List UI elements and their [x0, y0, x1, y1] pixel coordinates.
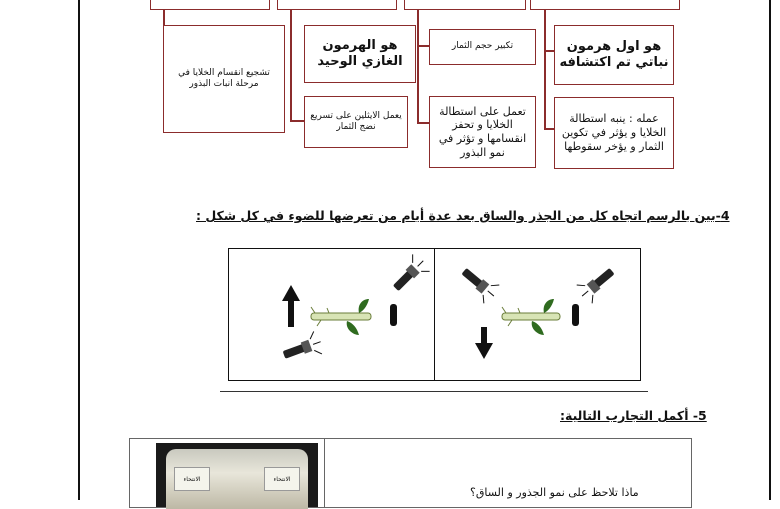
connector	[290, 10, 292, 120]
seedling-icon	[311, 299, 371, 335]
concept-text: هو الهرمون الغازي الوحيد	[317, 37, 403, 69]
concept-box-ethylene-role	[304, 96, 408, 148]
connector	[544, 50, 554, 52]
right-panel-drawing	[436, 249, 640, 380]
concept-text: تشجيع انقسام الخلايا في مرحلة انبات البذور	[178, 67, 270, 89]
flashlight-icon	[387, 252, 432, 297]
seedling-icon	[502, 299, 560, 335]
concept-text: تكبير حجم الثمار	[451, 41, 514, 52]
photo-label-text: الانتحاء	[183, 475, 201, 483]
photo-label-right	[264, 467, 300, 491]
down-arrow-icon	[475, 327, 493, 359]
flashlight-icon	[280, 330, 325, 366]
stake	[390, 304, 397, 326]
concept-text: هو اول هرمون نباتي تم اكتشافه	[559, 38, 669, 70]
flashlight-icon	[574, 262, 619, 305]
question-5-title: 5- أكمل التجارب التالية:	[560, 408, 707, 423]
up-arrow-icon	[282, 285, 300, 327]
connector	[544, 10, 546, 128]
concept-text: عمله : ينبه استطالة الخلايا و يؤثر في تكوين الثمار و يؤخر سقوطها	[561, 112, 667, 153]
connector	[417, 10, 419, 122]
concept-box-cytokinin-role	[163, 25, 285, 133]
concept-box-auxin-def	[554, 25, 674, 85]
connector	[417, 122, 429, 124]
connector	[544, 128, 554, 130]
concept-text: يعمل الايثلين على تسريع نضج الثمار	[310, 110, 402, 132]
stub-box-1	[150, 0, 270, 10]
flashlight-icon	[456, 262, 501, 305]
concept-box-ethylene-def	[304, 25, 416, 83]
stub-box-3	[404, 0, 526, 10]
photo-label-text: الانتحاء	[273, 475, 291, 483]
left-panel-drawing	[229, 249, 434, 380]
concept-box-gibberellin-role	[429, 29, 536, 65]
question-4-title: 4-بين بالرسم اتجاه كل من الجذر والساق بعد عدة أيام من تعرضها للضوء في كل شكل :	[196, 208, 730, 223]
connector	[417, 45, 429, 47]
jar-image	[166, 449, 308, 509]
concept-box-auxin-work	[554, 97, 674, 169]
connector	[290, 120, 304, 122]
experiment-question: ماذا تلاحظ على نمو الجذور و الساق؟	[470, 486, 639, 499]
stub-box-2	[277, 0, 397, 10]
stake	[572, 304, 579, 326]
concept-box-gibberellin-work	[429, 96, 536, 168]
experiment-table-divider	[324, 438, 325, 508]
section-rule	[220, 391, 648, 392]
concept-text: تعمل على استطالة الخلايا و تحفز انقسامها و تؤثر في نمو البذور	[438, 104, 527, 159]
stub-box-4	[530, 0, 680, 10]
photo-label-left	[174, 467, 210, 491]
experiment-photo	[156, 443, 318, 507]
